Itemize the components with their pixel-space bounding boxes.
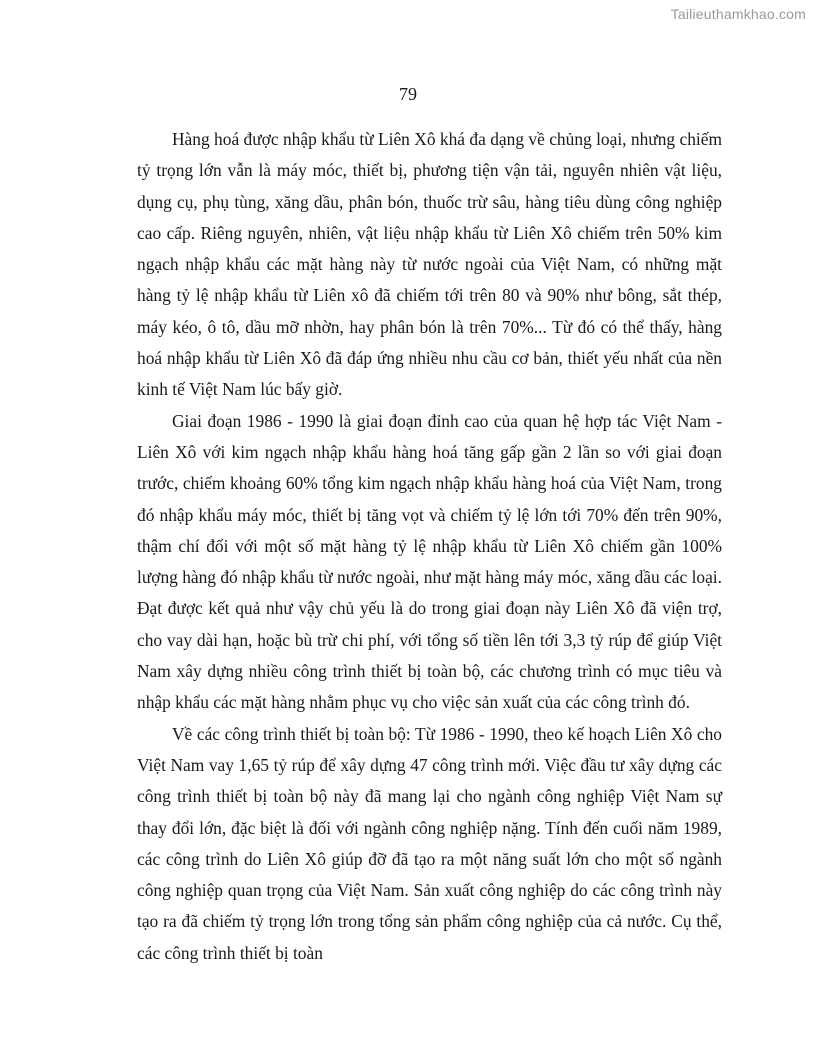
- document-body: [137, 124, 722, 969]
- paragraph-turnkey-projects: Về các công trình thiết bị toàn bộ: Từ 1986 - 1990, theo kế hoạch Liên Xô cho Việt Nam vay 1,65 tỷ rúp để xây dựng 47 công trình mới. Việc đầu tư xây dựng các công trình thiết bị toàn bộ này đã mang lại cho ngành công nghiệp Việt Nam sự thay đổi lớn, đặc biệt là đối với ngành công nghiệp nặng. Tính đến cuối năm 1989, các công trình do Liên Xô giúp đỡ đã tạo ra một năng suất lớn cho một số ngành công nghiệp quan trọng của Việt Nam. Sản xuất công nghiệp do các công trình này tạo ra đã chiếm tỷ trọng lớn trong tổng sản phẩm công nghiệp của cả nước. Cụ thể, các công trình thiết bị toàn: [137, 723, 722, 963]
- paragraph-1986-1990-period: Giai đoạn 1986 - 1990 là giai đoạn đỉnh cao của quan hệ hợp tác Việt Nam - Liên Xô với kim ngạch nhập khẩu hàng hoá tăng gấp gần 2 lần so với giai đoạn trước, chiếm khoảng 60% tổng kim ngạch nhập khẩu hàng hoá của Việt Nam, trong đó nhập khẩu máy móc, thiết bị tăng vọt và chiếm tỷ lệ lớn tới 70% đến trên 90%, thậm chí đối với một số mặt hàng tỷ lệ nhập khẩu từ Liên Xô chiếm gần 100% lượng hàng đó nhập khẩu từ nước ngoài, như mặt hàng máy móc, xăng dầu các loại. Đạt được kết quả như vậy chủ yếu là do trong giai đoạn này Liên Xô đã viện trợ, cho vay dài hạn, hoặc bù trừ chi phí, với tổng số tiền lên tới 3,3 tỷ rúp để giúp Việt Nam xây dựng nhiều công trình thiết bị toàn bộ, các chương trình có mục tiêu và nhập khẩu các mặt hàng nhằm phục vụ cho việc sản xuất của các công trình đó.: [137, 410, 722, 713]
- paragraph-imports-overview: Hàng hoá được nhập khẩu từ Liên Xô khá đa dạng về chủng loại, nhưng chiếm tỷ trọng lớn vẫn là máy móc, thiết bị, phương tiện vận tải, nguyên nhiên vật liệu, dụng cụ, phụ tùng, xăng dầu, phân bón, thuốc trừ sâu, hàng tiêu dùng công nghiệp cao cấp. Riêng nguyên, nhiên, vật liệu nhập khẩu từ Liên Xô chiếm trên 50% kim ngạch nhập khẩu các mặt hàng này từ nước ngoài của Việt Nam, có những mặt hàng tỷ lệ nhập khẩu từ Liên xô đã chiếm tới trên 80 và 90% như bông, sắt thép, máy kéo, ô tô, dầu mỡ nhờn, hay phân bón là trên 70%... Từ đó có thể thấy, hàng hoá nhập khẩu từ Liên Xô đã đáp ứng nhiều nhu cầu cơ bản, thiết yếu nhất của nền kinh tế Việt Nam lúc bấy giờ.: [137, 129, 722, 400]
- watermark-text: Tailieuthamkhao.com: [670, 6, 806, 22]
- page-number: 79: [399, 84, 417, 104]
